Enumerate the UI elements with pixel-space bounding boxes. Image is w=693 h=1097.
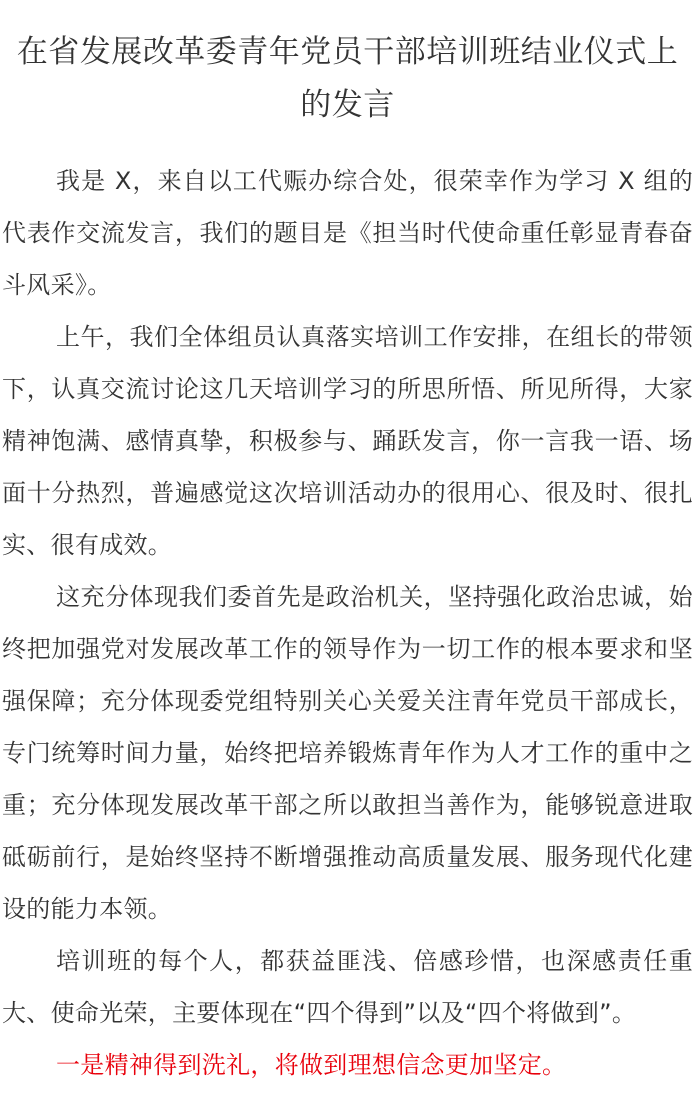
- speech-body: [2, 155, 693, 1091]
- page-title: 在省发展改革委青年党员干部培训班结业仪式上的发言: [16, 34, 679, 123]
- paragraph-intro: 我是 X，来自以工代赈办综合处，很荣幸作为学习 X 组的代表作交流发言，我们的题目是《担当时代使命重任彰显青春奋斗风采》。: [2, 167, 693, 299]
- highlighted-point-one: 一是精神得到洗礼，将做到理想信念更加坚定。: [56, 1051, 567, 1079]
- paragraph-four-gains: 培训班的每个人，都获益匪浅、倍感珍惜，也深感责任重大、使命光荣，主要体现在“四个得到”以及“四个将做到”。: [2, 947, 693, 1027]
- paragraph-reflection: 这充分体现我们委首先是政治机关，坚持强化政治忠诚，始终把加强党对发展改革工作的领导作为一切工作的根本要求和坚强保障；充分体现委党组特别关心关爱关注青年党员干部成长，专门统筹时间力量，始终把培养锻炼青年作为人才工作的重中之重；充分体现发展改革干部之所以敢担当善作为，能够锐意进取砥砺前行，是始终坚持不断增强推动高质量发展、服务现代化建设的能力本领。: [2, 583, 693, 923]
- paragraph-morning-session: 上午，我们全体组员认真落实培训工作安排，在组长的带领下，认真交流讨论这几天培训学习的所思所悟、所见所得，大家精神饱满、感情真挚，积极参与、踊跃发言，你一言我一语、场面十分热烈，普遍感觉这次培训活动办的很用心、很及时、很扎实、很有成效。: [2, 323, 693, 559]
